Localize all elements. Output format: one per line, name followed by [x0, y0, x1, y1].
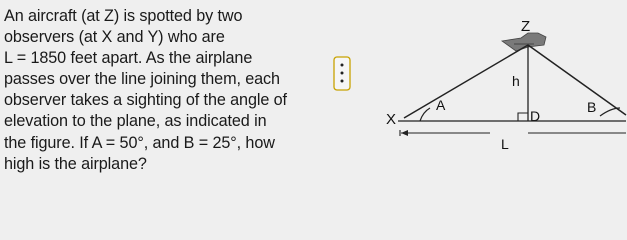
angle-a-arc — [420, 108, 430, 121]
problem-line: high is the airplane? — [4, 154, 147, 173]
airplane-icon — [502, 33, 546, 51]
base-dimension — [400, 130, 626, 136]
right-angle-mark — [518, 113, 528, 121]
problem-line: observer takes a sighting of the angle of — [4, 91, 287, 110]
problem-line: An aircraft (at Z) is spotted by two — [4, 7, 243, 25]
height-label: h — [512, 73, 520, 89]
problem-line: passes over the line joining them, each — [4, 70, 280, 89]
foot-d-label: D — [530, 108, 541, 124]
problem-line: L = 1850 feet apart. As the airplane — [4, 49, 253, 68]
problem-line: the figure. If A = 50°, and B = 25°, how — [4, 133, 275, 152]
point-x-label: X — [386, 111, 397, 128]
point-z-label: Z — [521, 18, 531, 35]
sight-line-x — [404, 45, 528, 118]
problem-line: observers (at X and Y) who are — [4, 28, 225, 47]
angle-a-label: A — [436, 97, 446, 113]
more-options-icon — [334, 57, 350, 90]
sight-line-y — [528, 45, 626, 115]
angle-b-label: B — [587, 99, 597, 115]
base-label: L — [501, 136, 509, 152]
problem-line: elevation to the plane, as indicated in — [4, 112, 267, 131]
